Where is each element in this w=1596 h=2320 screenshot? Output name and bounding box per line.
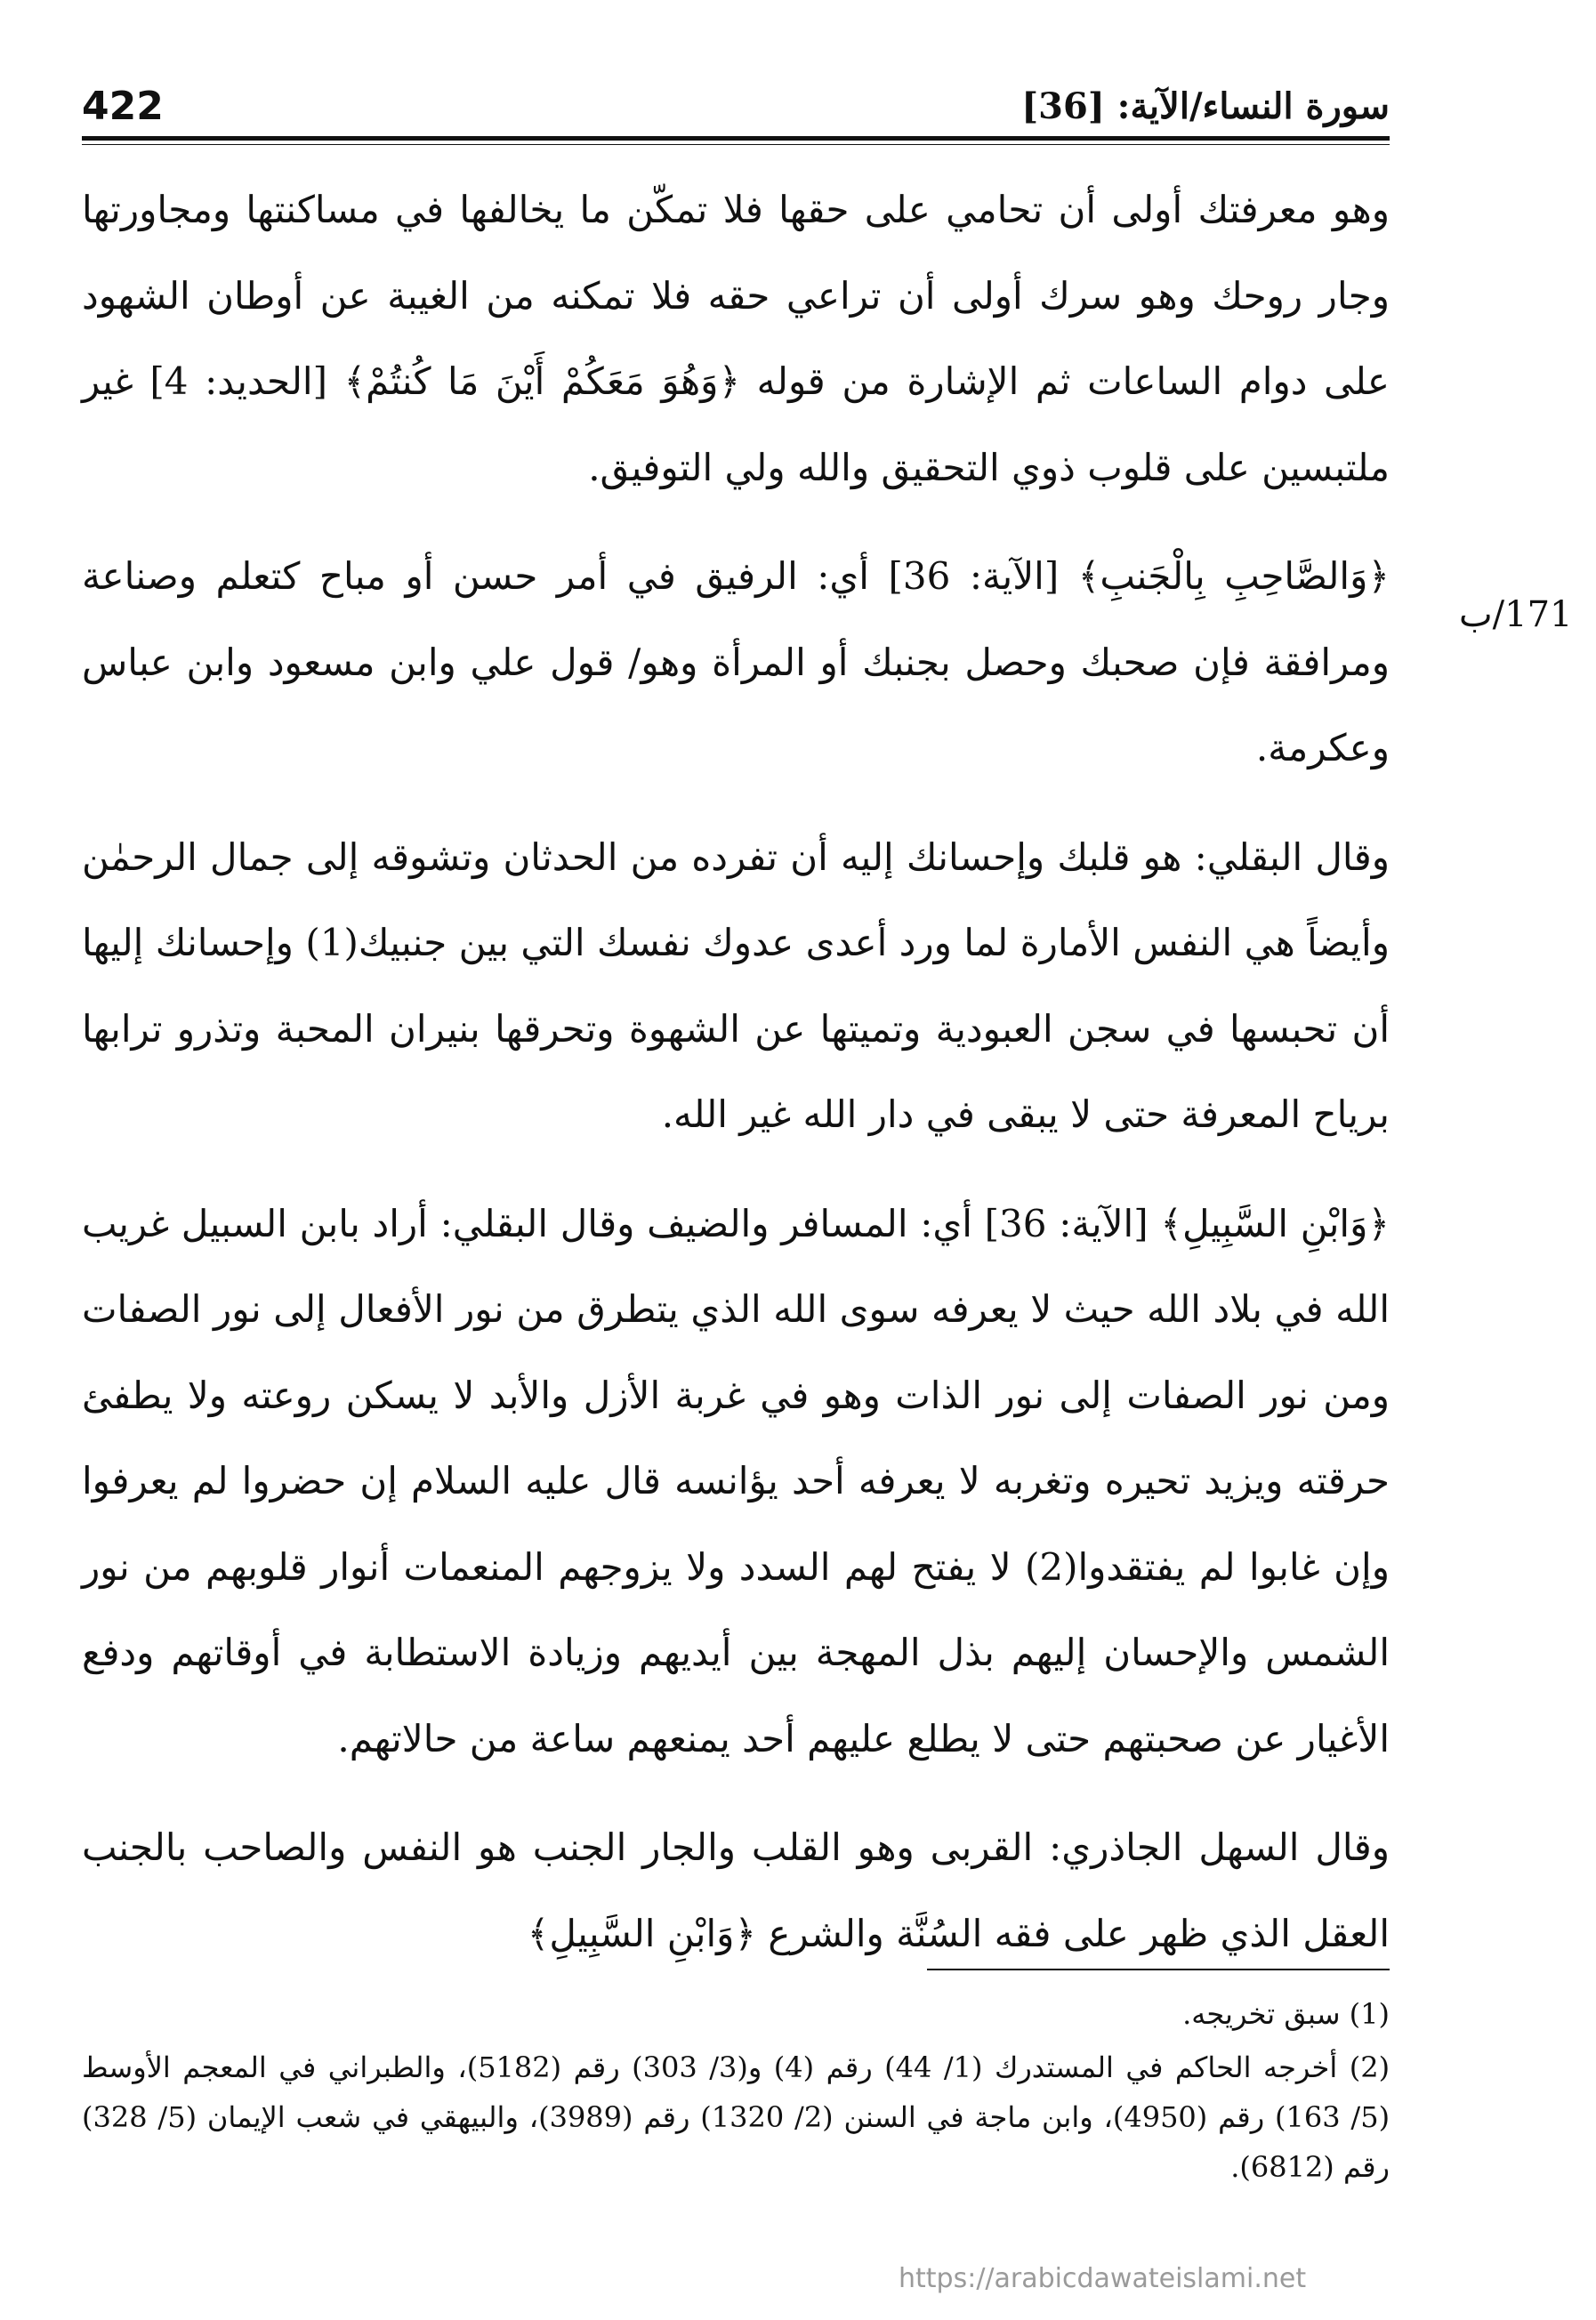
manuscript-folio-note: 171/ب: [1459, 594, 1573, 635]
paragraph: وقال البقلي: هو قلبك وإحسانك إليه أن تفرده من الحدثان وتشوقه إلى جمال الرحمٰن وأيضاً هي النفس الأمارة لما ورد أعدى عدوك نفسك التي بين جنبيك(1) وإحسانك إليها أن تحبسها في سجن العبودية وتميتها عن الشهوة وتحرقها بنيران المحبة وتذرو ترابها برياح المعرفة حتى لا يبقى في دار الله غير الله.: [82, 834, 1390, 1136]
running-title: سورة النساء/الآية: [36]: [1021, 85, 1390, 127]
footnote-separator: [927, 1969, 1390, 1970]
main-text: [82, 167, 1390, 2000]
footnote: (2) أخرجه الحاكم في المستدرك (1/ 44) رقم (4) و(3/ 303) رقم (5182)، والطبراني في المعجم الأوسط (5/ 163) رقم (4950)، وابن ماجة في السنن (2/ 1320) رقم (3989)، والبيهقي في شعب الإيمان (5/ 328) رقم (6812).: [82, 2050, 1390, 2184]
paragraph: وهو معرفتك أولى أن تحامي على حقها فلا تمكّن ما يخالفها في مساكنتها ومجاورتها وجار روحك وهو سرك أولى أن تراعي حقه فلا تمكنه من الغيبة عن أوطان الشهود على دوام الساعات ثم الإشارة من قوله ﴿وَهُوَ مَعَكُمْ أَيْنَ مَا كُنتُمْ﴾ [الحديد: 4] غير ملتبسين على قلوب ذوي التحقيق والله ولي التوفيق.: [82, 188, 1390, 489]
page-number: 422: [82, 83, 164, 129]
header-rule-thin: [82, 144, 1390, 145]
watermark-url: https://arabicdawateislami.net: [899, 2263, 1307, 2294]
page-header: [82, 78, 1390, 133]
paragraph: وقال السهل الجاذري: القربى وهو القلب والجار الجنب هو النفس والصاحب بالجنب العقل الذي ظهر على فقه السُنَّة والشرع ﴿وَابْنِ السَّبِيلِ﴾: [82, 1825, 1390, 1955]
paragraph: ﴿وَابْنِ السَّبِيلِ﴾ [الآية: 36] أي: المسافر والضيف وقال البقلي: أراد بابن السبيل غريب الله في بلاد الله حيث لا يعرفه سوى الله الذي يتطرق من نور الأفعال إلى نور الصفات ومن نور الصفات إلى نور الذات وهو في غربة الأزل والأبد لا يسكن روعته ولا يطفئ حرقته ويزيد تحيره وتغربه لا يعرفه أحد يؤانسه قال عليه السلام إن حضروا لم يعرفوا وإن غابوا لم يفتقدوا(2) لا يفتح لهم السدد ولا يزوجهم المنعمات أنوار قلوبهم من نور الشمس والإحسان إليهم بذل المهجة بين أيديهم وزيادة الاستطابة في أوقاتهم ودفع الأغيار عن صحبتهم حتى لا يطلع عليهم أحد يمنعهم ساعة من حالاتهم.: [82, 1201, 1390, 1760]
paragraph: ﴿وَالصَّاحِبِ بِالْجَنبِ﴾ [الآية: 36] أي: الرفيق في أمر حسن أو مباح كتعلم وصناعة ومرافقة فإن صحبك وحصل بجنبك أو المرأة وهو/ قول علي وابن مسعود وابن عباس وعكرمة.: [82, 554, 1390, 769]
header-rule: [82, 136, 1390, 141]
footnotes: [82, 1989, 1390, 2195]
footnote: (1) سبق تخريجه.: [1182, 1997, 1390, 2031]
